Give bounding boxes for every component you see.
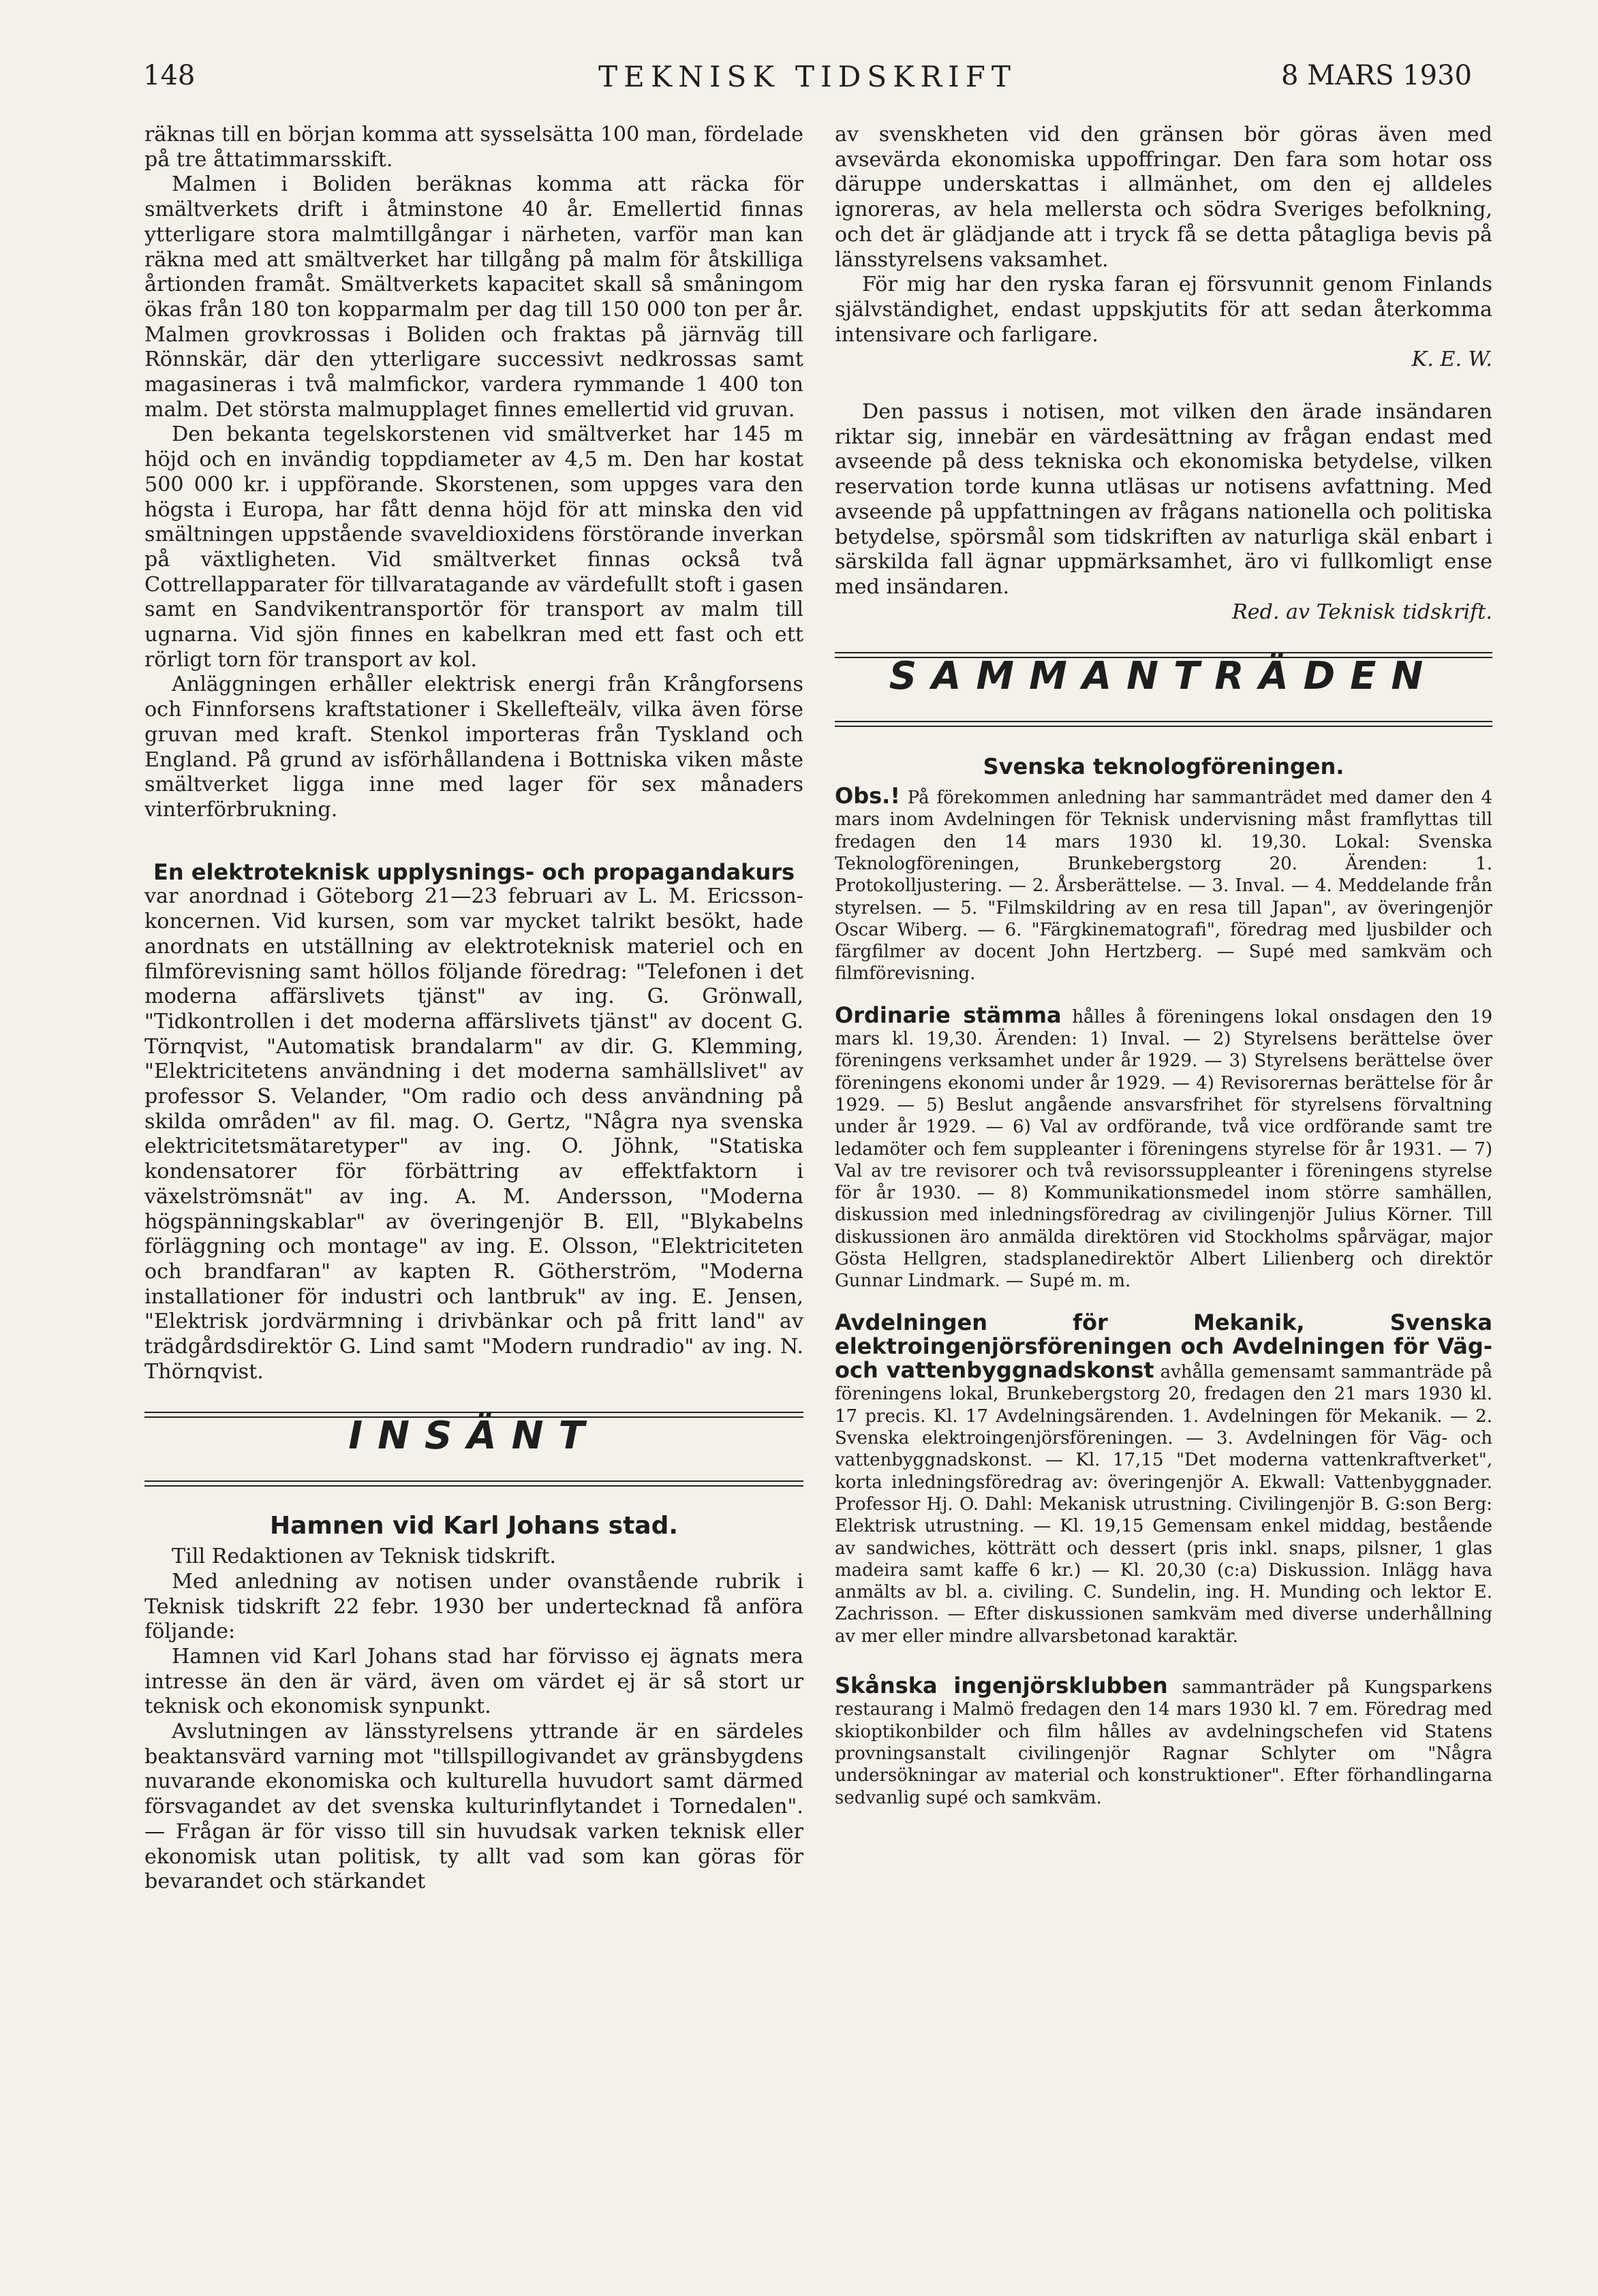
running-head [143,60,1472,101]
notice-ordinarie-stamma [835,1004,1492,1292]
paragraph: Med anledning av notisen under ovanstående rubrik i Teknisk tidskrift 22 febr. 1930 ber undertecknad få anföra följande: [144,1569,803,1644]
notice-text: sammanträder på Kungsparkens restaurang i Malmö fredagen den 14 mars 1930 kl. 7 em. Föredrag med skioptikonbilder och film hålles av avdelningschefen vid Statens provningsanstalt civilingenjör Ragnar Schlyter om "Några undersökningar av material och konstruktioner". Efter förhandlingarna sedvanlig supé och samkväm. [835,1677,1493,1808]
notice-text: På förekommen anledning har sammanträdet med damer den 4 mars inom Avdelningen för Teknisk undervisning måst framflyttas till fredagen den 14 mars 1930 kl. 19,30. Lokal: Svenska Teknologföreningen, Brunkebergstorg 20. Ärenden: 1. Protokolljustering. — 2. Årsberättelse. — 3. Inval. — 4. Meddelande från styrelsen. — 5. "Filmskildring av en resa till Japan", av överingenjör Oscar Wiberg. — 6. "Färgkinematografi", föredrag med ljusbilder och färgfilmer av docent John Hertzberg. — Supé med samkväm och filmförevisning. [835,788,1492,984]
society-heading: Svenska teknologföreningen. [983,754,1345,780]
notice-label: Avdelningen för Mekanik, Svenska elektroingenjörsföreningen och Avdelningen för Väg- och vattenbyggnadskonst [835,1309,1492,1384]
notice-avdelningen [835,1309,1493,1647]
right-column [835,123,1492,1809]
course-body: var anordnad i Göteborg 21—23 februari av L. M. Ericsson-koncernen. Vid kursen, som var mycket talrikt besökt, hade anordnats en utställning av elektroteknisk materiel och en filmförevisning samt höllos följande föredrag: "Telefonen i det moderna affärslivets tjänst" av ing. G. Grönwall, "Tidkontrollen i det moderna affärslivets tjänst" av docent G. Törnqvist, "Automatisk brandalarm" av dir. G. Klemming, "Elektricitetens användning i det moderna samhällslivet" av professor S. Velander, "Om radio och dess användning på skilda områden" av fil. mag. O. Gertz, "Några nya svenska elektricitetsmätaretyper" av ing. O. Jöhnk, "Statiska kondensatorer för förbättring av effektfaktorn i växelströmsnät" av ing. A. M. Andersson, "Moderna högspänningskablar" av överingenjör B. Ell, "Blykabelns förläggning och montage" av ing. E. Olsson, "Elektriciteten och brandfaran" av kapten R. Götherström, "Moderna installationer för industri och lantbruk" av ing. E. Jensen, "Elektrisk jordvärmning i drivbänkar och på fritt land" av trädgårdsdirektör G. Lind samt "Modern rundradio" av ing. N. Thörnqvist. [144,884,803,1384]
journal-title: TEKNISK TIDSKRIFT [598,60,1017,93]
editor-reply: Den passus i notisen, mot vilken den ärade insändaren riktar sig, innebär en värdesättning av frågan endast med avseende på dess tekniska och ekonomiska betydelse, vilken reservation torde kunna utläsas ur notisens avfattning. Med avseende på uppfattningen av frågans nationella och politiska betydelse, spörsmål som tidskriften av naturliga skäl enbart i särskilda fall ägnar uppmärksamhet, äro vi fullkomligt ense med insändaren. [835,400,1492,599]
notice-label: Skånska ingenjörsklubben [835,1673,1168,1699]
notice-label: Obs.! [835,783,900,809]
salutation: Till Redaktionen av Teknisk tidskrift. [172,1545,557,1569]
paragraph: Den bekanta tegelskorstenen vid smältverket har 145 m höjd och en invändig toppdiameter av 4,5 m. Den har kostat 500 000 kr. i uppförande. Skorstenen, som uppges vara den högsta i Europa, har fått denna höjd för att minska den vid smältningen uppstående svaveldioxidens förstörande inverkan på växtligheten. Vid smältverket finnas också två Cottrellapparater för tillvaratagande av värdefullt stoft i gasen samt en Sandvikentransportör för transport av malm till ugnarna. Vid sjön finnes en kabelkran med ett fast och ett rörligt torn för transport av kol. [144,422,803,672]
left-column [144,123,803,1895]
notice-text: avhålla gemensamt sammanträde på föreningens lokal, Brunkebergstorg 20, fredagen den 21 mars 1930 kl. 17 precis. Kl. 17 Avdelningsärenden. 1. Avdelningen för Mekanik. — 2. Svenska elektroingenjörsföreningen. — 3. Avdelningen för Väg- och vattenbyggnadskonst. — Kl. 17,15 "Det moderna vattenkraftverket", korta inledningsföredrag av: överingenjör A. Ekwall: Vattenbyggnader. Professor Hj. O. Dahl: Mekanisk utrustning. Civilingenjör B. G:son Berg: Elektrisk utrustning. — Kl. 19,15 Gemensam enkel middag, bestående av sandwiches, kötträtt och dessert (pris inkl. snaps, pilsner, 1 glas madeira samt kaffe 6 kr.) — Kl. 20,30 (c:a) Diskussion. Inlägg hava anmälts av bl. a. civiling. C. Sundelin, ing. H. Munding och lektor E. Zachrisson. — Efter diskussionen samkväm med diverse underhållning av mer eller mindre allvarsbetonad karaktär. [835,1362,1493,1647]
banner-title: INSÄNT [348,1414,600,1459]
notice-obs [835,785,1492,985]
course-heading: En elektroteknisk upplysnings- och propagandakurs [153,858,795,885]
paragraph: Anläggningen erhåller elektrisk energi från Krångforsens och Finnforsens kraftstationer i Skellefteälv, vilka även förse gruvan med kraft. Stenkol importeras från Tyskland och England. På grund av isförhållandena i Bottniska viken måste smältverket ligga inne med lager för sex månaders vinterförbrukning. [144,672,803,822]
paragraph: För mig har den ryska faran ej försvunnit genom Finlands självständighet, endast uppskjutits för att sedan återkomma intensivare och farligare. [835,273,1492,347]
section-banner-sammantraden [835,652,1492,727]
paragraph: av svenskheten vid den gränsen bör göras även med avsevärda ekonomiska uppoffringar. Den fara som hotar oss däruppe underskattas i allmänhet, om den ej alldeles ignoreras, av hela mellersta och södra Sveriges befolkning, och det är glädjande att i tryck få se detta påtagliga bevis på länsstyrelsens vaksamhet. [835,123,1492,272]
paragraph: räknas till en början komma att sysselsätta 100 man, fördelade på tre åttatimmarsskift. [144,123,804,172]
signature: K. E. W. [1411,347,1492,372]
issue-date: 8 MARS 1930 [1280,60,1472,91]
editor-signature: Red. av Teknisk tidskrift. [1231,600,1492,624]
paragraph: Hamnen vid Karl Johans stad har förvisso ej ägnats mera intresse än den är värd, även om värdet ej är så stort ur teknisk och ekonomisk synpunkt. [144,1644,803,1719]
section-banner-insant [144,1412,803,1487]
notice-label: Ordinarie stämma [835,1002,1062,1028]
banner-title: SAMMANTRÄDEN [889,654,1439,699]
article-title: Hamnen vid Karl Johans stad. [269,1512,679,1540]
notice-skanska [835,1675,1492,1809]
paragraph: Avslutningen av länsstyrelsens yttrande är en särdeles beaktansvärd varning mot "tillspillogivandet av gränsbygdens nuvarande ekonomiska och kulturella huvudort samt därmed försvagandet av det svenska kulturinflytandet i Tornedalen". — Frågan är för visso till sin huvudsak varken teknisk eller ekonomisk utan politisk, ty allt vad som kan göras för bevarandet och stärkandet [144,1720,803,1894]
paragraph: Malmen i Boliden beräknas komma att räcka för smältverkets drift i åtminstone 40 år. Emellertid finnas ytterligare stora malmtillgångar i närheten, varför man kan räkna med att smältverket har tillgång på malm för åtskilliga årtionden framåt. Smältverkets kapacitet skall så småningom ökas från 180 ton kopparmalm per dag till 150 000 ton per år. Malmen grovkrossas i Boliden och fraktas på järnväg till Rönnskär, där den ytterligare successivt nedkrossas samt magasineras i två malmfickor, vardera rymmande 1 400 ton malm. Det största malmupplaget finnes emellertid vid gruvan. [144,172,803,422]
notice-text: hålles å föreningens lokal onsdagen den 19 mars kl. 19,30. Ärenden: 1) Inval. — 2) Styrelsens berättelse över föreningens verksamhet under år 1929. — 3) Styrelsens berättelse över föreningens ekonomi under år 1929. — 4) Revisorernas berättelse för år 1929. — 5) Beslut angående ansvarsfrihet för styrelsens förvaltning under år 1929. — 6) Val av ordförande, två vice ordförande samt tre ledamöter och fem suppleanter i föreningens styrelse för år 1931. — 7) Val av tre revisorer och två revisorssuppleanter i föreningens styrelse för år 1930. — 8) Kommunikationsmedel inom större samhällen, diskussion med inledningsföredrag av civilingenjör Julius Körner. Till diskussionen äro anmälda direktören vid Stockholms spårvägar, major Gösta Hellgren, stadsplanedirektör Albert Lilienberg och direktör Gunnar Lindmark. — Supé m. m. [835,1006,1493,1292]
page-number: 148 [143,60,196,91]
